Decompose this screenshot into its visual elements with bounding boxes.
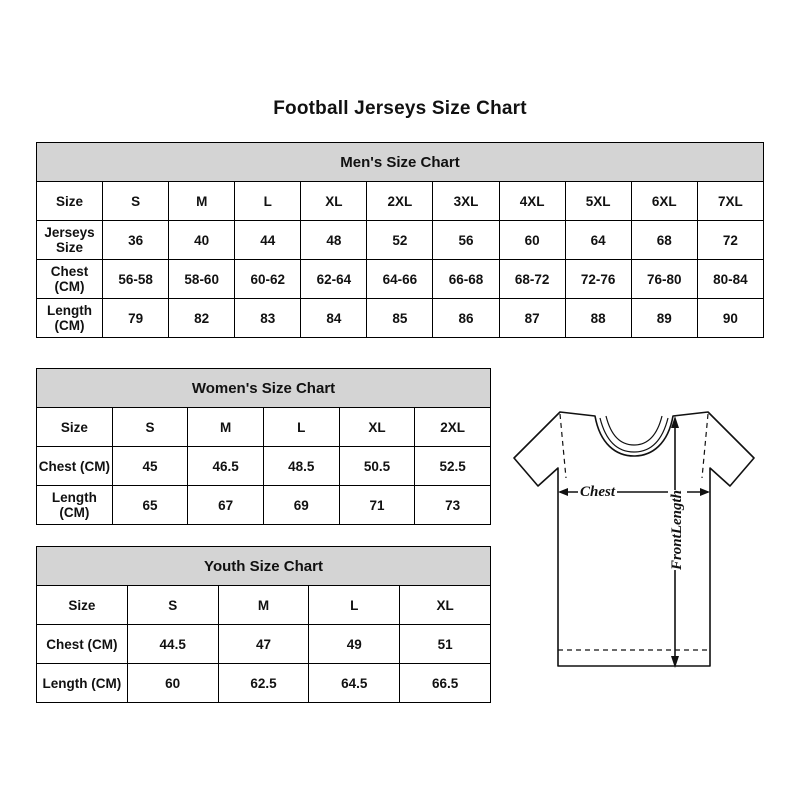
table-cell: 71: [339, 486, 415, 525]
neckline-inner-2: [606, 416, 662, 445]
table-cell: 66-68: [433, 260, 499, 299]
table-cell: 2XL: [415, 408, 491, 447]
table-cell: 67: [188, 486, 264, 525]
youth-table-title: Youth Size Chart: [37, 547, 491, 586]
table-cell: M: [218, 586, 309, 625]
table-cell: 48.5: [263, 447, 339, 486]
table-cell: 2XL: [367, 182, 433, 221]
womens-table-title: Women's Size Chart: [37, 369, 491, 408]
table-cell: L: [309, 586, 400, 625]
page-title: Football Jerseys Size Chart: [273, 98, 527, 119]
row-label: Chest (CM): [37, 260, 103, 299]
table-cell: 56: [433, 221, 499, 260]
table-cell: 89: [631, 299, 697, 338]
table-cell: 62.5: [218, 664, 309, 703]
table-cell: 47: [218, 625, 309, 664]
table-cell: 82: [169, 299, 235, 338]
chest-measure-label: Chest: [580, 484, 616, 500]
table-cell: 36: [103, 221, 169, 260]
row-label: Jerseys Size: [37, 221, 103, 260]
table-cell: 52: [367, 221, 433, 260]
table-cell: 44.5: [127, 625, 218, 664]
youth-size-chart-table: [36, 546, 491, 703]
table-cell: 73: [415, 486, 491, 525]
womens-size-chart-table: [36, 368, 491, 525]
table-cell: 76-80: [631, 260, 697, 299]
table-cell: 45: [112, 447, 188, 486]
table-cell: 62-64: [301, 260, 367, 299]
table-cell: XL: [400, 586, 491, 625]
jersey-measurement-diagram: [500, 398, 780, 698]
table-cell: 64.5: [309, 664, 400, 703]
table-row: [37, 408, 491, 447]
table-cell: 3XL: [433, 182, 499, 221]
table-row: [37, 221, 764, 260]
table-cell: S: [112, 408, 188, 447]
table-cell: S: [127, 586, 218, 625]
table-cell: 58-60: [169, 260, 235, 299]
table-cell: 65: [112, 486, 188, 525]
table-cell: 60: [499, 221, 565, 260]
table-row: [37, 182, 764, 221]
table-cell: 68: [631, 221, 697, 260]
table-cell: 52.5: [415, 447, 491, 486]
row-label: Size: [37, 586, 128, 625]
table-cell: 68-72: [499, 260, 565, 299]
table-cell: 79: [103, 299, 169, 338]
table-cell: 40: [169, 221, 235, 260]
table-row: [37, 299, 764, 338]
table-cell: 50.5: [339, 447, 415, 486]
table-cell: 60-62: [235, 260, 301, 299]
table-cell: 60: [127, 664, 218, 703]
table-row: [37, 625, 491, 664]
shirt-body-outline: [514, 412, 754, 666]
mens-size-chart-table: [36, 142, 764, 338]
row-label: Chest (CM): [37, 625, 128, 664]
table-cell: 51: [400, 625, 491, 664]
table-cell: M: [169, 182, 235, 221]
table-cell: L: [263, 408, 339, 447]
table-row: [37, 260, 764, 299]
table-cell: 69: [263, 486, 339, 525]
table-cell: 86: [433, 299, 499, 338]
table-cell: 5XL: [565, 182, 631, 221]
table-cell: 87: [499, 299, 565, 338]
table-header-row: [37, 547, 491, 586]
table-cell: 66.5: [400, 664, 491, 703]
table-cell: M: [188, 408, 264, 447]
table-row: [37, 486, 491, 525]
row-label: Length (CM): [37, 299, 103, 338]
table-cell: 64-66: [367, 260, 433, 299]
table-cell: 64: [565, 221, 631, 260]
table-cell: XL: [301, 182, 367, 221]
row-label: Length (CM): [37, 486, 113, 525]
table-cell: 84: [301, 299, 367, 338]
row-label: Chest (CM): [37, 447, 113, 486]
table-cell: 7XL: [697, 182, 763, 221]
table-cell: 46.5: [188, 447, 264, 486]
table-cell: 83: [235, 299, 301, 338]
table-row: [37, 447, 491, 486]
table-cell: L: [235, 182, 301, 221]
table-cell: 4XL: [499, 182, 565, 221]
jersey-outline-svg: [500, 398, 780, 698]
table-header-row: [37, 143, 764, 182]
table-cell: 56-58: [103, 260, 169, 299]
table-cell: 80-84: [697, 260, 763, 299]
mens-table-title: Men's Size Chart: [37, 143, 764, 182]
table-cell: 44: [235, 221, 301, 260]
table-row: [37, 586, 491, 625]
table-cell: XL: [339, 408, 415, 447]
table-header-row: [37, 369, 491, 408]
table-cell: 6XL: [631, 182, 697, 221]
table-cell: 88: [565, 299, 631, 338]
table-cell: 72: [697, 221, 763, 260]
row-label: Size: [37, 182, 103, 221]
front-length-measure-label: FrontLength: [669, 490, 685, 571]
table-cell: 72-76: [565, 260, 631, 299]
table-cell: 48: [301, 221, 367, 260]
table-cell: 49: [309, 625, 400, 664]
table-cell: S: [103, 182, 169, 221]
table-cell: 90: [697, 299, 763, 338]
table-cell: 85: [367, 299, 433, 338]
table-row: [37, 664, 491, 703]
row-label: Size: [37, 408, 113, 447]
row-label: Length (CM): [37, 664, 128, 703]
